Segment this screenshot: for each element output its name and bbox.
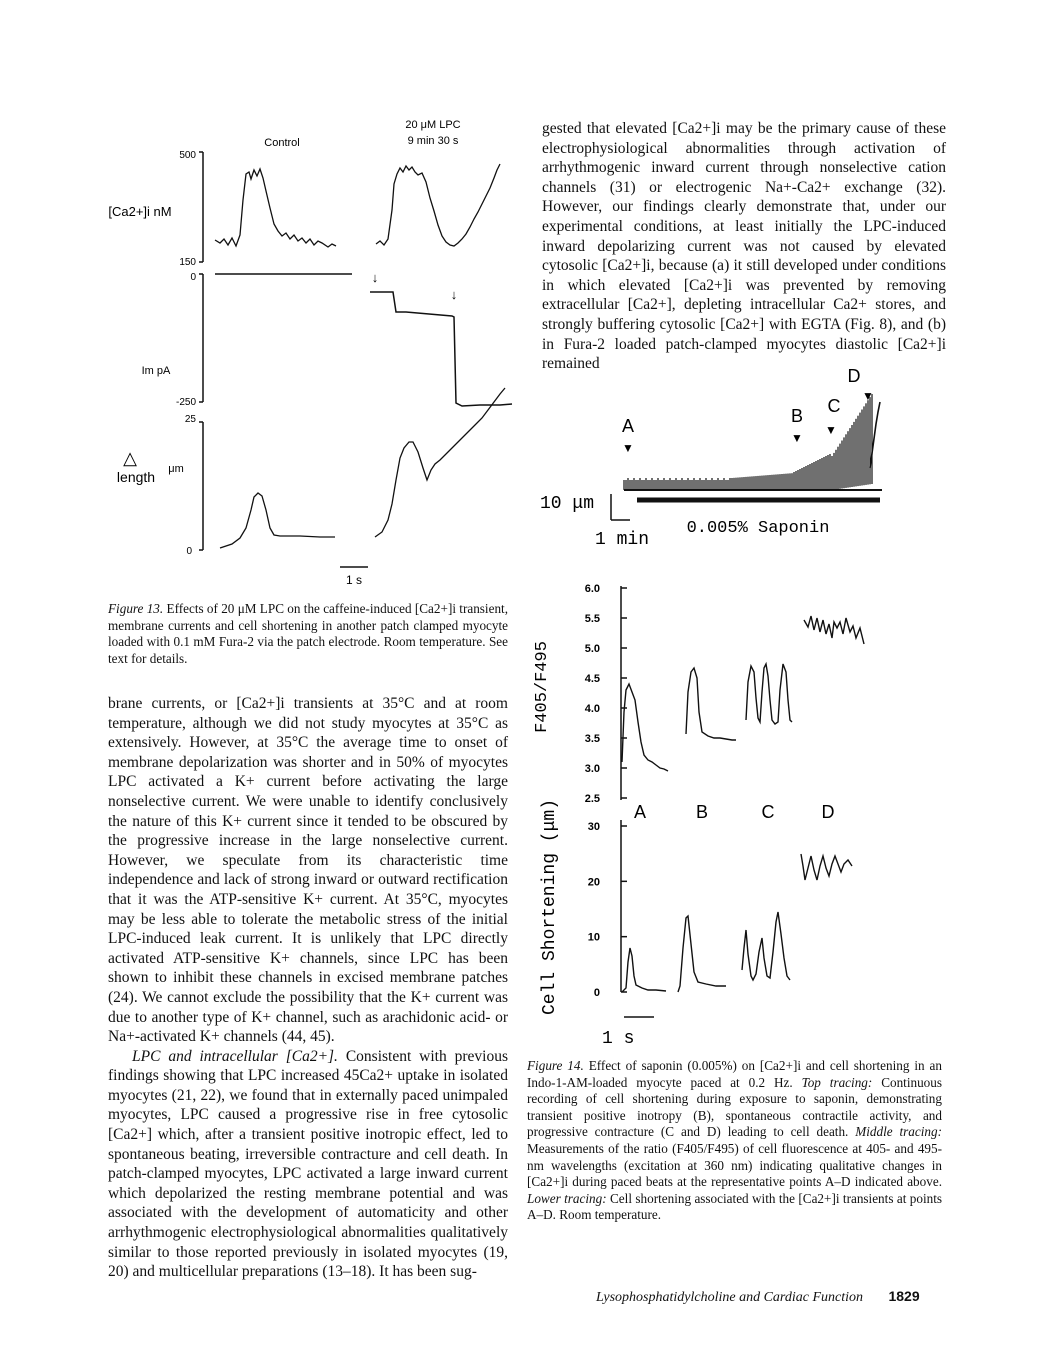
fig13-len-unit: μm — [168, 463, 184, 475]
figure-14-caption-text-1: Effect of saponin (0.005%) on [Ca2+]i and cell shortening in an Indo-1-AM-loaded myocyte paced at 0.2 Hz. — [527, 1058, 942, 1090]
fig14-panel-a: A — [633, 802, 647, 822]
fig14-short-label: Cell Shortening (μm) — [540, 798, 560, 1016]
fig13-len-bottom: 0 — [186, 546, 192, 557]
fig14-ratio-tick-label: 2.5 — [584, 793, 600, 805]
fig14-ratio-trace-d — [804, 616, 864, 644]
fig13-header-control: Control — [264, 137, 300, 149]
fig14-short-tick-label: 10 — [587, 931, 600, 944]
fig13-ca-trace-lpc — [376, 164, 500, 246]
fig14-short-trace-c — [742, 912, 790, 980]
fig14-ratio-tick-label: 4.5 — [584, 673, 600, 685]
fig13-len-label-1: △ — [123, 448, 137, 468]
figure-14-caption-low-label: Lower tracing: — [527, 1190, 607, 1206]
figure-13-caption-label: Figure 13. — [108, 601, 164, 616]
figure-14-caption-text-3: Measurements of the ratio (F405/F495) of cell fluorescence at 405- and 495-nm wavelengths (excitation at 360 nm) indicating qualitative changes in [Ca2+]i during paced beats at the representative points A–D indicated above. — [527, 1140, 942, 1190]
fig14-marker-d: D — [847, 366, 861, 386]
page-footer — [596, 1288, 936, 1306]
fig14-marker-b-arrow: ▼ — [791, 431, 803, 445]
figure-13 — [100, 112, 520, 592]
fig14-marker-c-arrow: ▼ — [825, 423, 837, 437]
fig14-panel-c: C — [761, 802, 775, 822]
right-column-text — [542, 119, 946, 374]
fig14-saponin-label: 0.005% Saponin — [686, 519, 830, 538]
fig14-panel-d: D — [821, 802, 835, 822]
fig14-short-trace-a — [622, 948, 666, 992]
figure-14-bottom — [520, 572, 900, 1052]
fig14-ratio-tick-label: 4.0 — [584, 703, 600, 715]
left-column-text — [108, 694, 508, 1282]
fig14-marker-a: A — [621, 416, 635, 436]
fig13-ca-bottom: 150 — [179, 257, 196, 268]
fig14-ratio-label: F405/F495 — [533, 641, 552, 733]
fig14-ratio-tick-label: 5.5 — [584, 613, 600, 625]
fig14-short-trace-b — [678, 916, 726, 992]
left-paragraph-2-wrap — [108, 1047, 508, 1282]
running-title: Lysophosphatidylcholine and Cardiac Function — [596, 1290, 863, 1305]
fig13-im-top: 0 — [190, 272, 196, 283]
fig14-marker-c: C — [827, 396, 841, 416]
fig14-ratio-trace-c — [746, 664, 792, 724]
fig14-scale-um: 10 μm — [540, 494, 595, 514]
figure-14-bottom-plot — [520, 572, 900, 1052]
left-paragraph-1: brane currents, or [Ca2+]i transients at 35°C and at room temperature, although we did not study myocytes at 35°C as extensively. However, at 35°C the average time to onset of membrane depolarization was shorter and in 50% of myocytes LPC activated a K+ current before activating the large nonselective current. We were unable to identify conclusively the nature of this K+ current since it tended to be obscured by the progressive increase in the large nonselective current. However, we speculate from its characteristic time independence and lack of strong inward or outward rectification that it was the ATP-sensitive K+ current. At 35°C, myocytes may be less able to tolerate the metabolic stress of the initial LPC-induced leak current. It is unlikely that LPC directly activated ATP-sensitive K+ channels, since LPC has been shown to inhibit these channels in excised membrane patches (24). We cannot exclude the possibility that the K+ current was due to another type of K+ channel, such as arachidonic acid- or Na+-activated K+ channels (44, 45). — [108, 695, 508, 1046]
fig13-caffeine-arrow-2: ↓ — [450, 287, 458, 302]
fig13-im-label: Im pA — [141, 365, 171, 377]
figure-14-caption-mid-label: Middle tracing: — [855, 1124, 942, 1140]
fig14-ratio-tick-label: 6.0 — [584, 583, 600, 595]
fig13-im-bottom: -250 — [175, 397, 196, 408]
figure-13-caption — [108, 601, 508, 667]
figure-14-caption-text-4: Cell shortening associated with the [Ca2+]i transients at points A–D. Room temperature. — [527, 1190, 943, 1223]
fig14-top-trace — [621, 394, 882, 490]
left-paragraph-2-heading: LPC and intracellular [Ca2+]. — [132, 1047, 338, 1065]
left-paragraph-2: Consistent with previous findings showing that LPC increased 45Ca2+ uptake in isolated myocytes (21, 22), we found that in externally paced unimpaled myocytes, LPC caused a progressive rise in free cytosolic [Ca2+] which, after a transient positive inotropic effect, led to spontaneous beating, irreversible contracture and cell death. In patch-clamped myocytes, LPC activated a large inward current which depolarized the resting membrane potential and was associated with the development of automaticity and other arrhythmogenic electrophysiological abnormalities qualitatively similar to those reported previously in isolated myocytes (19, 20) and multicellular preparations (13–18). It has been sug- — [108, 1047, 508, 1281]
fig14-panel-b: B — [695, 802, 709, 822]
fig13-len-top: 25 — [184, 414, 196, 425]
page-number: 1829 — [888, 1288, 920, 1304]
fig14-short-trace-d — [801, 854, 852, 880]
fig13-header-time: 9 min 30 s — [407, 135, 459, 147]
fig14-time-scale-label: 1 s — [602, 1029, 635, 1049]
figure-13-plot — [100, 112, 520, 592]
fig14-short-tick-label: 20 — [587, 876, 600, 889]
figure-14-top-plot — [532, 360, 892, 556]
fig13-ca-trace-control — [215, 169, 336, 247]
fig14-short-tick-label: 30 — [587, 821, 600, 833]
fig14-ratio-tick-label: 5.0 — [584, 643, 600, 655]
figure-14-caption-top-label: Top tracing: — [801, 1074, 873, 1090]
figure-14-caption-text-2: Continuous recording of cell shortening during exposure to saponin, demonstrating transient positive inotropy (B), spontaneous contractile activity, and progressive contracture (C and D) leading to cell death. — [527, 1074, 943, 1140]
fig13-ca-top: 500 — [179, 150, 196, 161]
fig13-im-trace-lpc — [370, 292, 512, 406]
fig13-caffeine-arrow-1: ↓ — [371, 270, 379, 285]
fig14-ratio-trace-a — [622, 684, 668, 771]
right-paragraph: gested that elevated [Ca2+]i may be the primary cause of these electrophysiological abnormalities through activation of arrhythmogenic inward current through nonselective cation channels (31) or electrogenic Na+-Ca2+ exchange (32). However, our findings clearly demonstrate that, under our experimental conditions, at least initially the LPC-induced inward depolarizing current was not caused by elevated cytosolic [Ca2+]i, because (a) it still developed under conditions in which elevated [Ca2+]i was prevented by removing extracellular [Ca2+], depleting intracellular Ca2+ stores, and strongly buffering cytosolic [Ca2+] with EGTA (Fig. 8), and (b) in Fura-2 loaded patch-clamped myocytes diastolic [Ca2+]i remained — [542, 120, 946, 373]
fig13-len-label-2: length — [116, 469, 156, 485]
fig14-scale-min: 1 min — [594, 530, 650, 550]
figure-13-caption-text: Effects of 20 μM LPC on the caffeine-induced [Ca2+]i transient, membrane currents and cell shortening in another patch clamped myocyte loaded with 0.1 mM Fura-2 via the patch electrode. Room temperature. See text for details. — [108, 601, 509, 666]
fig13-ca-label: [Ca2+]i nM — [108, 204, 172, 219]
fig14-marker-a-arrow: ▼ — [622, 441, 634, 455]
fig14-ratio-trace-b — [686, 668, 736, 740]
figure-14-caption — [527, 1058, 942, 1224]
fig13-length-trace-lpc — [375, 388, 505, 537]
fig13-header-condition: 20 μM LPC — [405, 119, 461, 131]
fig14-marker-d-arrow: ▼ — [862, 389, 874, 403]
figure-14-caption-label: Figure 14. — [527, 1058, 584, 1073]
fig13-scale-label: 1 s — [345, 573, 363, 587]
fig14-ratio-tick-label: 3.0 — [584, 763, 600, 775]
fig14-ratio-tick-label: 3.5 — [584, 733, 600, 745]
fig14-marker-b: B — [790, 406, 804, 426]
fig14-short-tick-label: 0 — [593, 987, 600, 999]
figure-14-top — [532, 360, 892, 556]
fig13-length-trace-control — [220, 493, 335, 548]
